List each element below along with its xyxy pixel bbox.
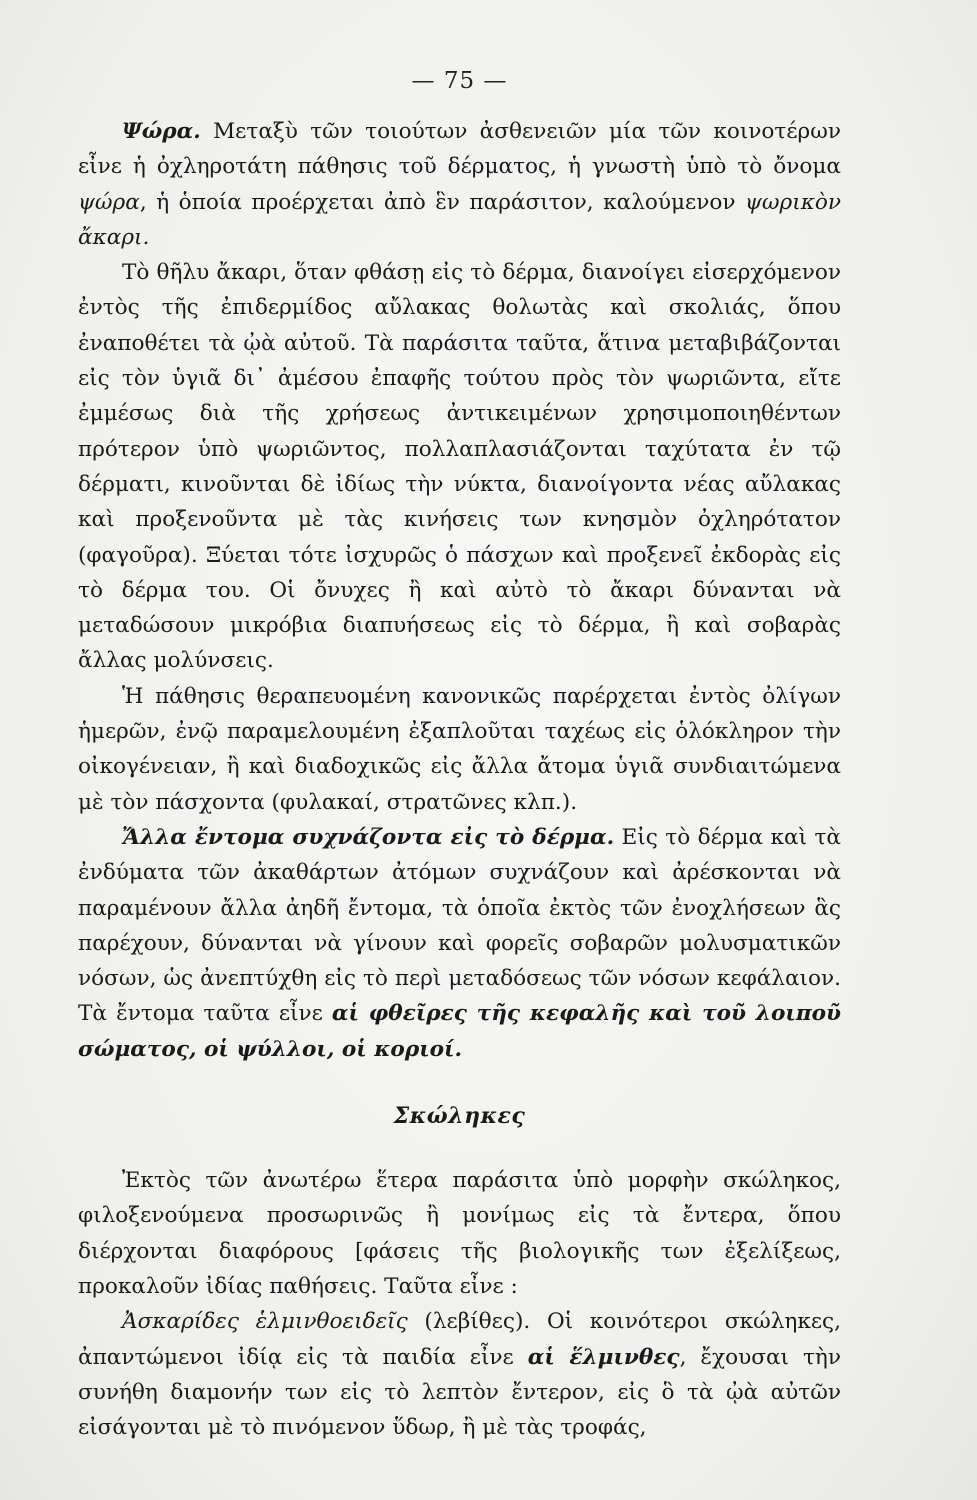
paragraph-psora-text-1: Μεταξὺ τῶν τοιούτων ἀσθενειῶν μία τῶν κοινοτέρων εἶνε ἡ ὀχληροτάτη πάθησις τοῦ δέρματος, ἡ γνωστὴ ὑπὸ τὸ ὄνομα (78, 119, 841, 180)
paragraph-ascarides (78, 1304, 841, 1445)
paragraph-psora-text-2: , ἡ ὁποία προέρχεται ἀπὸ ἓν παράσιτον, καλούμενον (139, 189, 745, 215)
term-lice-fleas-bugs: αἱ φθεῖρες τῆς κεφαλῆς καὶ τοῦ λοιποῦ σώματος, οἱ ψύλλοι, οἱ κοριοί. (78, 1001, 841, 1062)
heading-ascarides: Ἀσκαρίδες ἑλμινθοειδεῖς (122, 1309, 408, 1335)
paragraph-worms-intro: Ἐκτὸς τῶν ἀνωτέρω ἕτερα παράσιτα ὑπὸ μορφὴν σκώληκος, φιλοξενούμενα προσωρινῶς ἢ μονίμως εἰς τὰ ἔντερα, ὅπου διέρχονται διαφόρους [φάσεις τῆς βιολογικῆς των ἐξελίξεως, προκαλοῦν ἰδίας παθήσεις. Ταῦτα εἶνε : (78, 1168, 841, 1299)
paragraph-therapy: Ἡ πάθησις θεραπευομένη κανονικῶς παρέρχεται ἐντὸς ὀλίγων ἡμερῶν, ἐνῷ παραμελουμένη ἐξαπλοῦται ταχέως εἰς ὁλόκληρον τὴν οἰκογένειαν, ἢ καὶ διαδοχικῶς εἰς ἄλλα ἄτομα ὑγιᾶ συνδιαιτώμενα μὲ τὸν πάσχοντα (φυλακαί, στρατῶνες κλπ.). (78, 683, 841, 815)
paragraph-akari: Τὸ θῆλυ ἄκαρι, ὅταν φθάσῃ εἰς τὸ δέρμα, διανοίγει εἰσερχόμενον ἐντὸς τῆς ἐπιδερμίδος αὔλακας θολωτὰς καὶ σκολιάς, ὅπου ἐναποθέτει τὰ ᾠὰ αὐτοῦ. Τὰ παράσιτα ταῦτα, ἅτινα μεταβιβάζονται εἰς τὸν ὑγιᾶ δι᾽ ἀμέσου ἐπαφῆς τούτου πρὸς τὸν ψωριῶντα, εἴτε ἐμμέσως διὰ τῆς χρήσεως ἀντικειμένων χρησιμοποιηθέντων πρότερον ὑπὸ ψωριῶντος, πολλαπλασιάζονται ταχύτατα ἐν τῷ δέρματι, κινοῦνται δὲ ἰδίως τὴν νύκτα, διανοίγοντα νέας αὔλακας καὶ προξενοῦντα μὲ τὰς κινήσεις των κνησμὸν ὀχληρότατον (φαγοῦρα). Ξύεται τότε ἰσχυρῶς ὁ πάσχων καὶ προξενεῖ ἐκδορὰς εἰς τὸ δέρμα του. Οἱ ὄνυχες ἢ καὶ αὐτὸ τὸ ἄκαρι δύνανται νὰ μεταδώσουν μικρόβια διαπυήσεως εἰς τὸ δέρμα, ἢ καὶ σοβαρὰς ἄλλας μολύνσεις. (78, 260, 841, 674)
heading-other-insects: Ἄλλα ἔντομα συχνάζοντα εἰς τὸ δέρμα. (122, 824, 615, 850)
paragraph-other-insects-text: Εἰς τὸ δέρμα καὶ τὰ ἐνδύματα τῶν ἀκαθάρτων ἀτόμων συχνάζουν καὶ ἀρέσκονται νὰ παραμένουν ἄλλα ἀηδῆ ἔντομα, τὰ ὁποῖα ἐκτὸς τῶν ἐνοχλήσεων ἃς παρέχουν, δύνανται νὰ γίνουν καὶ φορεῖς σοβαρῶν μολυσματικῶν νόσων, ὡς ἀνεπτύχθη εἰς τὸ περὶ μεταδόσεως τῶν νόσων κεφάλαιον. Τὰ ἔντομα ταῦτα εἶνε (78, 824, 841, 1027)
paragraph-ascarides-text-1: (λεβίθες). Οἱ κοινότεροι σκώληκες, ἀπαντώμενοι ἰδίᾳ εἰς τὰ παιδία εἶνε (78, 1309, 841, 1370)
section-title-worms: Σκώληκες (393, 1103, 526, 1130)
heading-psora: Ψώρα. (122, 119, 201, 144)
term-psoriko-akari: ψωρικὸν ἄκαρι. (78, 189, 841, 250)
paragraph-other-insects (78, 820, 841, 1067)
paragraph-ascarides-text-2: , ἔχουσαι τὴν συνήθη διαμονήν των εἰς τὸ λεπτὸν ἔντερον, εἰς ὃ τὰ ᾠὰ αὐτῶν εἰσάγονται μὲ τὸ πινόμενον ὕδωρ, ἢ μὲ τὰς τροφάς, (78, 1344, 841, 1441)
term-elminthes: αἱ ἕλμινθες (527, 1344, 680, 1370)
term-psora: ψώρα (78, 189, 140, 215)
paragraph-psora (78, 114, 841, 255)
page-number: — 75 — (411, 68, 508, 94)
